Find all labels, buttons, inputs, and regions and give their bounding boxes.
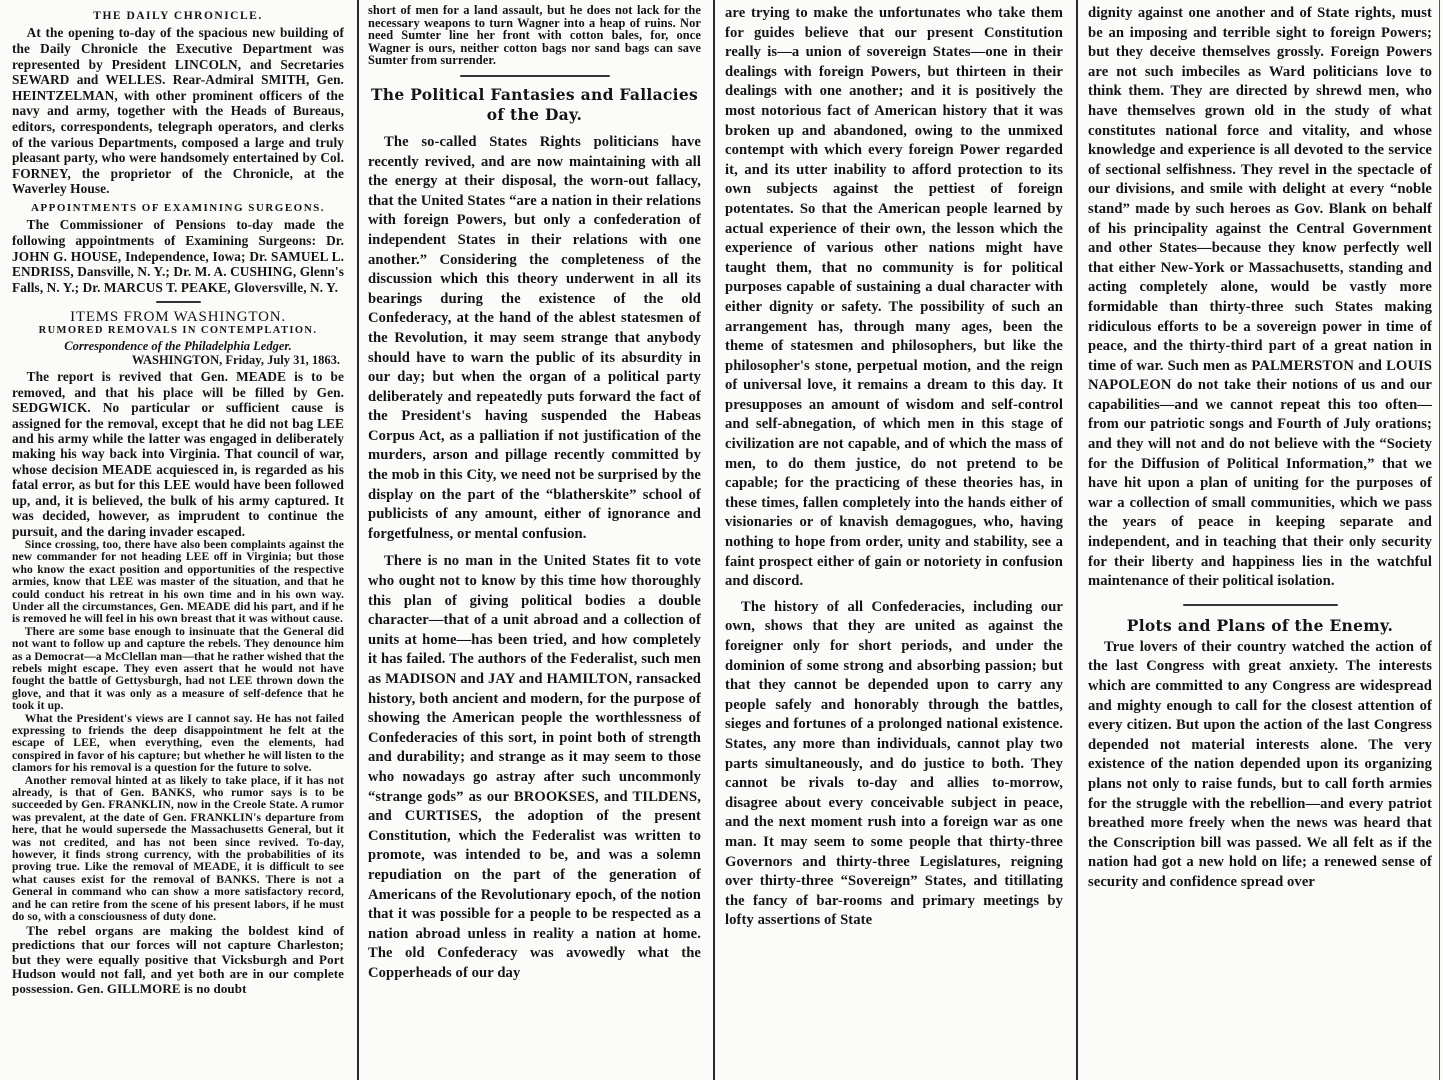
article-title-political-fantasies: The Political Fantasies and Fallacies of the Day. <box>370 84 699 124</box>
column-3 <box>719 0 1069 1080</box>
paragraph-presidents-views: What the President's views are I cannot say. He has not failed expressing to friends the deep disappointment he felt at the escape of LEE, when everything, even the elements, had conspired in favor of his capture; but whether he will listen to the clamors for his removal is a question for the future to solve. <box>12 711 344 775</box>
paragraph-banks-removal: Another removal hinted at as likely to take place, if it has not already, is that of Gen. BANKS, who rumor says is to be succeeded by Gen. FRANKLIN, now in the Creole State. A rumor was prevalent, at the date of Gen. FRANKLIN's departure from here, that he would supersede the Massachusetts General, but it was not credited, and has not been since revived. To-day, however, it finds strong currency, with the probabilities of its proving true. Like the removal of MEADE, it is difficult to see what causes exist for the removal of BANKS. There is not a General in command who can show a more satisfactory record, and he can retire from the scene of his present labors, if he must do so, with a consciousness of duty done. <box>12 773 344 924</box>
subheading-rumored-removals: RUMORED REMOVALS IN CONTEMPLATION. <box>38 325 318 337</box>
paragraph-history-of-confederacies: The history of all Confederacies, including our own, shows that they are united as against the foreigner only for short periods, and under the dominion of some strong and absorbing passion; but that they cannot be depended upon to carry any people safely and honorably through the battles, sieges and fortunes of a prolonged national existence. States, any more than individuals, cannot play two parts simultaneously, and do justice to both. They cannot be rivals to-day and allies to-morrow, disagree about every conceivable subject in peace, and the next moment rush into a foreign war as one man. It may seem to some people that thirty-three Governors and thirty-three Legislatures, reigning over thirty-three “Sovereign” States, and titillating the fancy of bar-rooms and primary meetings by lofty assertions of State <box>725 598 1063 929</box>
paragraph-surgeons: The Commissioner of Pensions to-day made the following appointments of Examining Surgeons: Dr. JOHN G. HOUSE, Independence, Iowa; Dr. SAMUEL L. ENDRISS, Dansville, N. Y.; Dr. M. A. CUSHING, Glenn's Falls, N. Y.; Dr. MARCUS T. PEAKE, Gloversville, N. Y. <box>12 217 344 295</box>
column-rule <box>357 0 359 1080</box>
column-rule <box>713 0 715 1080</box>
paragraph-no-man: There is no man in the United States fit to vote who ought not to know by this time how thoroughly this plan of giving political bodies a double character—that of a unit abroad and a collection of units at home—has been tried, and how completely it has failed. The authors of the Federalist, such men as MADISON and JAY and HAMILTON, ransacked history, both ancient and modern, for the purpose of showing the American people the worthlessness of Confederacies of this sort, in point both of strength and durability; and strange as it may seem to those who nowadays go astray after such uncommonly “strange gods” as our BROOKSES, and TILDENS, and CURTISES, the adoption of the present Constitution, which the Federalist was written to promote, was intended to be, and was a solemn repudiation on the part of the generation of Americans of the Revolutionary epoch, of the notion that it was possible for a people to be respected as a nation abroad unless in reality a nation at home. The old Confederacy was avowedly what the Copperheads of our day <box>368 553 701 981</box>
dateline: WASHINGTON, Friday, July 31, 1863. <box>131 353 340 368</box>
paragraph-since-crossing: Since crossing, too, there have also been complaints against the new commander for not heading LEE off in Virginia; but those who know the exact position and opportunities of the respective armies, know that LEE was master of the situation, and that he could conduct his retreat in his own time and in his own way. Under all the circumstances, Gen. MEADE did his part, and if he is removed he will feel in his own breast that it was without cause. <box>12 537 344 626</box>
section-divider <box>460 75 610 77</box>
section-divider <box>156 301 201 303</box>
paragraph-dignity-against: dignity against one another and of State rights, must be an imposing and terrible sight to foreign Powers; but they deceive themselves grossly. Foreign Powers are not such imbeciles as Ward politicians love to think them. They are directed by shrewd men, who have themselves grown old in the study of what constitutes national force and vitality, and whose knowledge and experience is all devoted to the service of sectional selfishness. They revel in the spectacle of our divisions, and smile with delight at every “noble stand” made by such heroes as Gov. Blank on behalf of his principality against the Central Government and other States—because they know perfectly well that either New-York or Massachusetts, standing and acting completely alone, would be vastly more formidable than thirty-three such States making ridiculous efforts to be a sovereign power in time of peace, and the thirty-third part of a great nation in time of war. Such men as PALMERSTON and LOUIS NAPOLEON do not take their notions of us and our capabilities—and we cannot repeat this too often—from our patriotic songs and Fourth of July orations; and they will not and do not believe with the “Society for the Diffusion of Political Information,” that we have hit upon a plan of uniting for the purposes of war a collection of small communities, which we pass the years of peace in keeping separate and independent, and in teaching that their only security for their liberty and happiness lies in the watchful maintenance of their political isolation. <box>1088 5 1432 590</box>
column-rule <box>1076 0 1078 1080</box>
column-2 <box>362 0 707 1080</box>
correspondence-credit: Correspondence of the Philadelphia Ledger. <box>64 338 292 353</box>
paragraph-meade-removal: The report is revived that Gen. MEADE is to be removed, and that his place will be filled by Gen. SEDGWICK. No particular or sufficient cause is assigned for the removal, except that he did not bag LEE and his army while the latter was engaged in deliberately making his way back into Virginia. That council of war, whose decision MEADE acquiesced in, is regarded as his fatal error, as but for this LEE would have been followed up, and, it is believed, the bulk of his army captured. It was decided, however, as imprudent to continue the pursuit, and the daring invader escaped. <box>12 369 344 539</box>
article-title-plots-and-plans: Plots and Plans of the Enemy. <box>1126 615 1394 635</box>
paragraph-chronicle-opening: At the opening to-day of the spacious new building of the Daily Chronicle the Executive Department was represented by President LINCOLN, and Secretaries SEWARD and WELLES. Rear-Admiral SMITH, Gen. HEINTZELMAN, with other prominent officers of the navy and army, together with the Heads of Bureaus, editors, correspondents, telegraph operators, and clerks of the various Departments, composed a large and truly pleasant party, who were handsomely entertained by Col. FORNEY, the proprietor of the Chronicle, at the Waverley House. <box>12 25 344 197</box>
page-edge-rule <box>1439 0 1440 1080</box>
subheading-examining-surgeons: APPOINTMENTS OF EXAMINING SURGEONS. <box>30 201 326 214</box>
paragraph-sumter-continuation: short of men for a land assault, but he does not lack for the necessary weapons to turn Wagner into a heap of ruins. Nor need Sumter line her front with cotton bales, for, once Wagner is ours, neither cotton bags nor sand bags can save Sumter from surrender. <box>368 3 701 68</box>
column-4 <box>1082 0 1438 1080</box>
headline-items-from-washington: ITEMS FROM WASHINGTON. <box>70 308 286 325</box>
paragraph-trying-to-make: are trying to make the unfortunates who take them for guides believe that our present Constitution really is—a union of sovereign States—one in their dealings with foreign Powers, but thirteen in their dealings with one another; and it is positively the most notorious fact of American history that it was broken up and abandoned, owing to the unmixed contempt with which every foreign Power regarded it, and its utter inability to afford protection to its own subjects against the pettiest of foreign potentates. So that the American people learned by actual experience of their own, the lesson which the experience of various other nations might have taught them, that no community is for political purposes capable of sustaining a dual character with either dignity or safety. The possibility of such an arrangement has, through many ages, been the theme of statesmen and philosophers, but like the philosopher's stone, perpetual motion, and the reign of universal love, it remains a dream to this day. It presupposes an amount of wisdom and self-control and self-abnegation, of which men in this stage of civilization are not capable, and of which the mass of men, to do them justice, do not pretend to be capable; for the practicing of these theories has, in these times, fallen completely into the hands either of visionaries or of knavish demagogues, who, having nothing to hope from order, unity and stability, see a faint prospect either of gain or notoriety in confusion and discord. <box>725 5 1063 590</box>
section-divider <box>1183 604 1338 606</box>
paragraph-states-rights: The so-called States Rights politicians have recently revived, and are now maintaining with all the energy at their disposal, the worn-out fallacy, that the United States “are a nation in their relations with foreign Powers, but only a confederation of independent States in their relations with one another.” Considering the completeness of the discussion which this theory underwent in all its bearings during the existence of the old Confederacy, at the hand of the ablest statesmen of the Revolution, it may seem strange that anybody should have to warn the public of its absurdity in our day; but when the organ of a political party deliberately and repeatedly puts forward the fact of the President's having suspended the Habeas Corpus Act, as a palliation if not justification of the murders, arson and pillage recently committed by the mob in this City, we need not be surprised by the display on the part of the “blatherskite” school of publicists of any amount, either of ignorance and forgetfulness, or mental confusion. <box>368 133 701 542</box>
paragraph-base-enough: There are some base enough to insinuate that the General did not want to follow up and capture the rebels. They denounce him as a Democrat—a McClellan man—that he rather wished that the rebels might escape. They even assert that he would not have fought the battle of Gettysburgh, had not LEE thrown down the glove, and that it was only as a measure of self-defence that he took it up. <box>12 624 344 713</box>
masthead-daily-chronicle: THE DAILY CHRONICLE. <box>93 10 263 22</box>
paragraph-rebel-organs: The rebel organs are making the boldest kind of predictions that our forces will not capture Charleston; but they were equally positive that Vicksburgh and Port Hudson would not fall, and yet both are in our complete possession. Gen. GILLMORE is no doubt <box>12 922 344 996</box>
paragraph-true-lovers: True lovers of their country watched the action of the last Congress with great anxiety. The interests which are committed to any Congress are widespread and mighty enough to call for the closest attention of every citizen. But upon the action of the last Congress depended not material interests alone. The very existence of the nation depended upon its organizing plans not only to raise funds, but to call forth armies for the struggle with the rebellion—and every patriot breathed more freely when the news was heard that the Conscription bill was passed. We all felt as if the nation had got a new hold on life; a renewed sense of security and confidence spread over <box>1088 638 1432 890</box>
column-1 <box>6 0 350 1080</box>
